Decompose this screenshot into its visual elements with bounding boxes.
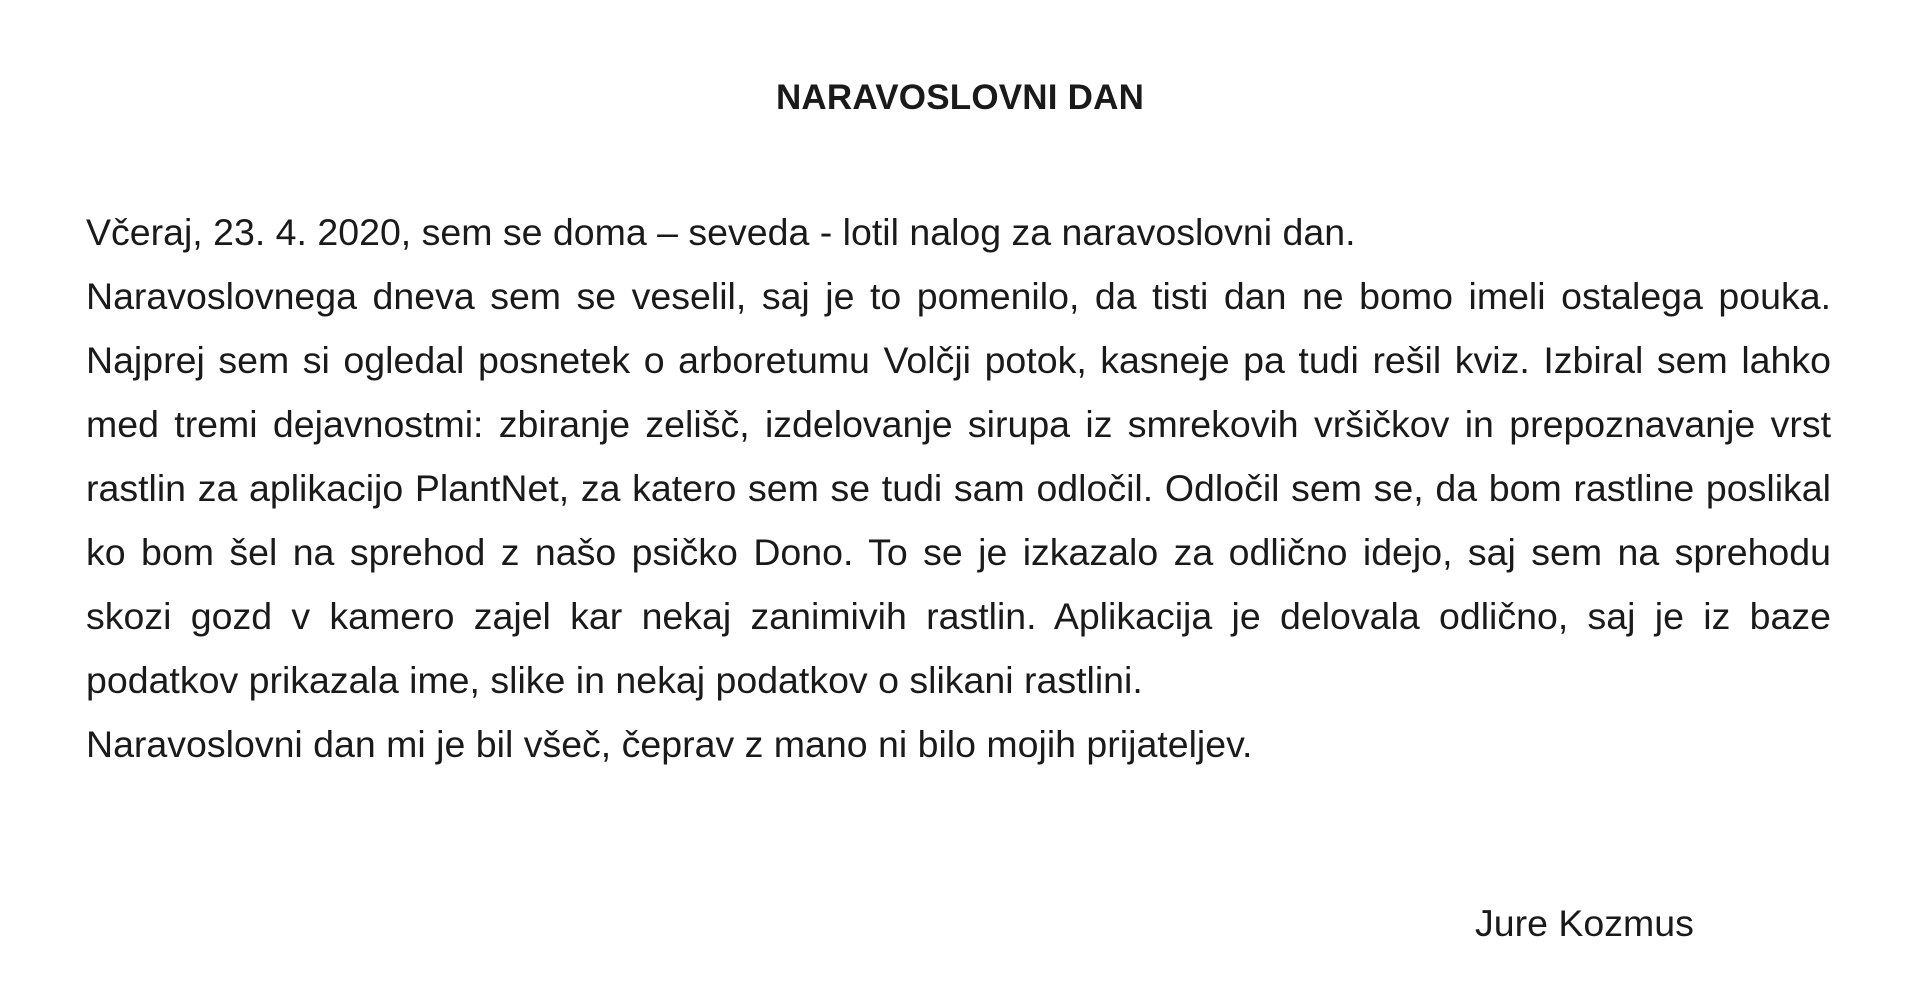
paragraph-main: Naravoslovnega dneva sem se veselil, saj je to pomenilo, da tisti dan ne bomo imeli ostalega pouka. Najprej sem si ogledal posnetek o arboretumu Volčji potok, kasneje pa tudi rešil kviz. Izbiral sem lahko med tremi dejavnostmi: zbiranje zelišč, izdelovanje sirupa iz smrekovih vršičkov in prepoznavanje vrst rastlin za aplikacijo PlantNet, za katero sem se tudi sam odločil. Odločil sem se, da bom rastline poslikal ko bom šel na sprehod z našo psičko Dono. To se je izkazalo za odlično idejo, saj sem na sprehodu skozi gozd v kamero zajel kar nekaj zanimivih rastlin. Aplikacija je delovala odlično, saj je iz baze podatkov prikazala ime, slike in nekaj podatkov o slikani rastlini. (86, 275, 1831, 701)
document-body (86, 200, 1831, 776)
paragraph-closing: Naravoslovni dan mi je bil všeč, čeprav z mano ni bilo mojih prijateljev. (86, 723, 1253, 765)
author-signature: Jure Kozmus (1475, 902, 1694, 944)
document-title: NARAVOSLOVNI DAN (775, 78, 1145, 117)
paragraph-intro: Včeraj, 23. 4. 2020, sem se doma – seveda - lotil nalog za naravoslovni dan. (86, 211, 1356, 253)
